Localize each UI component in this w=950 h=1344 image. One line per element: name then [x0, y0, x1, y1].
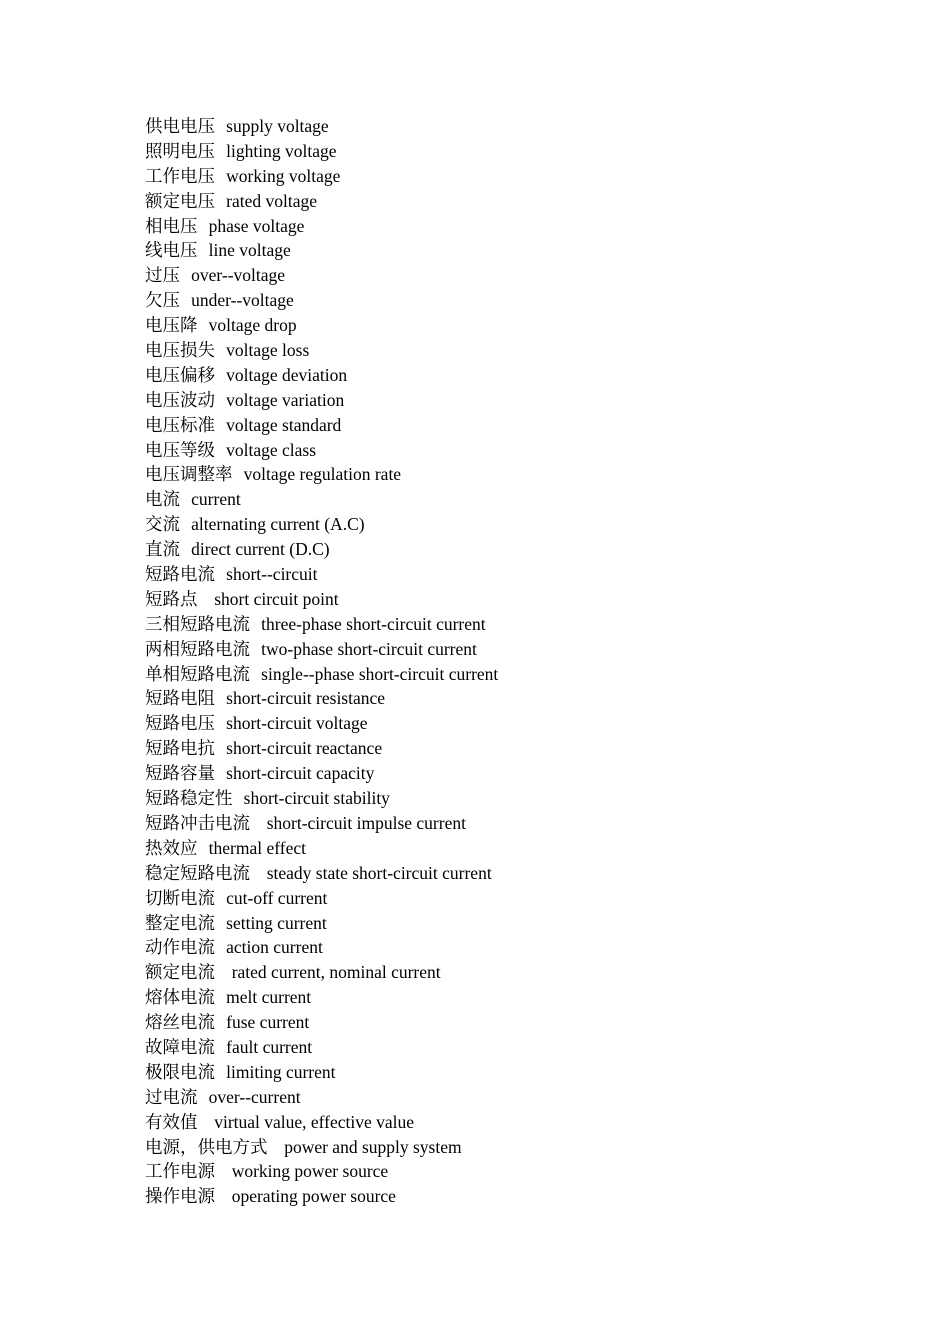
chinese-term: 电压降 — [145, 316, 198, 337]
english-term: short circuit point — [214, 588, 339, 609]
glossary-entry-1 — [145, 114, 498, 139]
term-separator — [250, 640, 261, 660]
glossary-entry-8 — [145, 288, 498, 313]
english-term: cut-off current — [226, 887, 328, 908]
term-separator — [215, 441, 226, 461]
chinese-term: 欠压 — [145, 291, 180, 312]
glossary-entry-31 — [145, 861, 498, 886]
english-term: short-circuit impulse current — [266, 812, 466, 833]
term-separator — [215, 341, 226, 361]
glossary-entry-33 — [145, 911, 498, 936]
term-separator — [198, 839, 209, 859]
chinese-term: 故障电流 — [145, 1037, 215, 1058]
glossary-entry-12 — [145, 388, 498, 413]
chinese-term: 过电流 — [145, 1087, 198, 1108]
glossary-entry-18 — [145, 537, 498, 562]
chinese-term: 整定电流 — [145, 913, 215, 934]
glossary-entry-26 — [145, 736, 498, 761]
glossary-entry-32 — [145, 886, 498, 911]
term-separator — [215, 167, 226, 187]
term-separator — [198, 241, 209, 261]
chinese-term: 工作电压 — [145, 166, 215, 187]
english-term: short-circuit reactance — [226, 738, 383, 759]
english-term: short--circuit — [226, 564, 318, 585]
term-separator — [198, 1088, 209, 1108]
glossary-entry-41 — [145, 1110, 498, 1135]
english-term: voltage loss — [226, 340, 310, 361]
glossary-entry-10 — [145, 338, 498, 363]
english-term: fault current — [226, 1036, 313, 1057]
glossary-entry-20 — [145, 587, 498, 612]
term-separator — [215, 1038, 226, 1058]
chinese-term: 电压标准 — [145, 415, 215, 436]
glossary-entry-39 — [145, 1060, 498, 1085]
glossary-entry-21 — [145, 612, 498, 637]
glossary-entry-15 — [145, 462, 498, 487]
chinese-term: 电压调整率 — [145, 465, 233, 486]
english-term: setting current — [226, 912, 327, 933]
term-separator — [215, 988, 226, 1008]
chinese-term: 短路稳定性 — [145, 789, 233, 810]
term-separator — [250, 665, 261, 685]
english-term: action current — [226, 937, 323, 958]
english-term: voltage variation — [226, 389, 345, 410]
english-term: voltage class — [226, 439, 317, 460]
chinese-term: 短路电抗 — [145, 739, 215, 760]
english-term: limiting current — [226, 1061, 336, 1082]
chinese-term: 短路电压 — [145, 714, 215, 735]
english-term: line voltage — [208, 240, 291, 261]
glossary-entry-28 — [145, 786, 498, 811]
glossary-entry-5 — [145, 214, 498, 239]
term-separator — [215, 192, 226, 212]
term-separator — [215, 1162, 232, 1182]
english-term: virtual value, effective value — [214, 1111, 415, 1132]
english-term: three-phase short-circuit current — [261, 613, 486, 634]
english-term: voltage drop — [208, 315, 297, 336]
term-separator — [215, 914, 226, 934]
term-separator — [215, 565, 226, 585]
english-term: phase voltage — [208, 215, 305, 236]
chinese-term: 工作电源 — [145, 1162, 215, 1183]
term-separator — [180, 515, 191, 535]
chinese-term: 交流 — [145, 515, 180, 536]
glossary-entry-38 — [145, 1035, 498, 1060]
chinese-term: 电压等级 — [145, 440, 215, 461]
chinese-term: 电压偏移 — [145, 365, 215, 386]
glossary-entry-24 — [145, 686, 498, 711]
english-term: short-circuit resistance — [226, 688, 386, 709]
glossary-entry-43 — [145, 1159, 498, 1184]
glossary-entry-30 — [145, 836, 498, 861]
chinese-term: 短路点 — [145, 589, 198, 610]
glossary-entry-29 — [145, 811, 498, 836]
term-separator — [250, 814, 267, 834]
glossary-entry-13 — [145, 413, 498, 438]
glossary-entry-37 — [145, 1010, 498, 1035]
chinese-term: 极限电流 — [145, 1062, 215, 1083]
term-separator — [215, 739, 226, 759]
english-term: short-circuit capacity — [226, 763, 375, 784]
term-separator — [215, 416, 226, 436]
glossary-entry-25 — [145, 711, 498, 736]
chinese-term: 熔丝电流 — [145, 1013, 215, 1034]
term-separator — [215, 391, 226, 411]
term-separator — [180, 266, 191, 286]
chinese-term: 短路容量 — [145, 764, 215, 785]
chinese-term: 短路冲击电流 — [145, 813, 250, 834]
glossary-entry-36 — [145, 985, 498, 1010]
chinese-term: 过压 — [145, 266, 180, 287]
glossary-entry-44 — [145, 1184, 498, 1209]
term-separator — [215, 142, 226, 162]
glossary-entry-4 — [145, 189, 498, 214]
term-separator — [215, 714, 226, 734]
chinese-term: 单相短路电流 — [145, 664, 250, 685]
glossary-entry-22 — [145, 637, 498, 662]
english-term: alternating current (A.C) — [191, 514, 365, 535]
term-separator — [198, 316, 209, 336]
chinese-term: 电流 — [145, 490, 180, 511]
chinese-term: 热效应 — [145, 838, 198, 859]
english-term: working voltage — [226, 165, 341, 186]
term-separator — [215, 938, 226, 958]
term-separator — [215, 963, 232, 983]
term-separator — [215, 366, 226, 386]
chinese-term: 线电压 — [145, 241, 198, 262]
glossary-entry-16 — [145, 487, 498, 512]
english-term: current — [191, 489, 241, 510]
english-term: short-circuit voltage — [226, 713, 368, 734]
term-separator — [215, 889, 226, 909]
glossary-entry-9 — [145, 313, 498, 338]
english-term: operating power source — [231, 1186, 396, 1207]
chinese-term: 电压损失 — [145, 341, 215, 362]
chinese-term: 熔体电流 — [145, 988, 215, 1009]
english-term: melt current — [226, 987, 312, 1008]
glossary-entry-19 — [145, 562, 498, 587]
glossary-entry-40 — [145, 1085, 498, 1110]
chinese-term: 有效值 — [145, 1112, 198, 1133]
chinese-term: 额定电压 — [145, 191, 215, 212]
term-separator — [180, 490, 191, 510]
english-term: voltage standard — [226, 414, 342, 435]
term-separator — [250, 864, 267, 884]
glossary-entry-27 — [145, 761, 498, 786]
chinese-term: 照明电压 — [145, 141, 215, 162]
chinese-term: 电压波动 — [145, 390, 215, 411]
term-separator — [250, 615, 261, 635]
chinese-term: 电源，供电方式 — [145, 1137, 268, 1158]
english-term: thermal effect — [208, 837, 306, 858]
english-term: lighting voltage — [226, 140, 337, 161]
english-term: steady state short-circuit current — [266, 862, 492, 883]
chinese-term: 操作电源 — [145, 1187, 215, 1208]
english-term: fuse current — [226, 1012, 310, 1033]
english-term: rated current, nominal current — [231, 962, 441, 983]
chinese-term: 短路电流 — [145, 565, 215, 586]
english-term: voltage deviation — [226, 364, 348, 385]
term-separator — [198, 590, 215, 610]
english-term: over--current — [208, 1086, 301, 1107]
term-separator — [268, 1138, 285, 1158]
english-term: rated voltage — [226, 190, 317, 211]
english-term: under--voltage — [191, 290, 294, 311]
glossary-entry-23 — [145, 662, 498, 687]
term-separator — [198, 217, 209, 237]
english-term: short-circuit stability — [243, 788, 390, 809]
glossary-entry-17 — [145, 512, 498, 537]
glossary-list — [145, 114, 498, 1209]
chinese-term: 稳定短路电流 — [145, 863, 250, 884]
english-term: single--phase short-circuit current — [261, 663, 499, 684]
english-term: supply voltage — [226, 116, 329, 136]
glossary-entry-6 — [145, 238, 498, 263]
english-term: working power source — [231, 1161, 389, 1182]
glossary-entry-2 — [145, 139, 498, 164]
term-separator — [215, 1063, 226, 1083]
chinese-term: 动作电流 — [145, 938, 215, 959]
glossary-entry-7 — [145, 263, 498, 288]
chinese-term: 两相短路电流 — [145, 639, 250, 660]
glossary-entry-3 — [145, 164, 498, 189]
term-separator — [215, 764, 226, 784]
chinese-term: 额定电流 — [145, 963, 215, 984]
glossary-entry-14 — [145, 438, 498, 463]
term-separator — [198, 1113, 215, 1133]
english-term: two-phase short-circuit current — [261, 638, 477, 659]
term-separator — [215, 1013, 226, 1033]
glossary-entry-34 — [145, 935, 498, 960]
english-term: voltage regulation rate — [243, 464, 402, 485]
english-term: over--voltage — [191, 265, 286, 286]
term-separator — [215, 689, 226, 709]
term-separator — [180, 291, 191, 311]
english-term: direct current (D.C) — [191, 539, 330, 560]
chinese-term: 供电电压 — [145, 117, 215, 137]
term-separator — [215, 1187, 232, 1207]
term-separator — [215, 117, 226, 137]
term-separator — [180, 540, 191, 560]
chinese-term: 三相短路电流 — [145, 614, 250, 635]
term-separator — [233, 789, 244, 809]
term-separator — [233, 465, 244, 485]
chinese-term: 相电压 — [145, 216, 198, 237]
chinese-term: 短路电阻 — [145, 689, 215, 710]
glossary-entry-11 — [145, 363, 498, 388]
glossary-entry-35 — [145, 960, 498, 985]
chinese-term: 直流 — [145, 540, 180, 561]
glossary-entry-42 — [145, 1135, 498, 1160]
chinese-term: 切断电流 — [145, 888, 215, 909]
english-term: power and supply system — [284, 1136, 462, 1157]
